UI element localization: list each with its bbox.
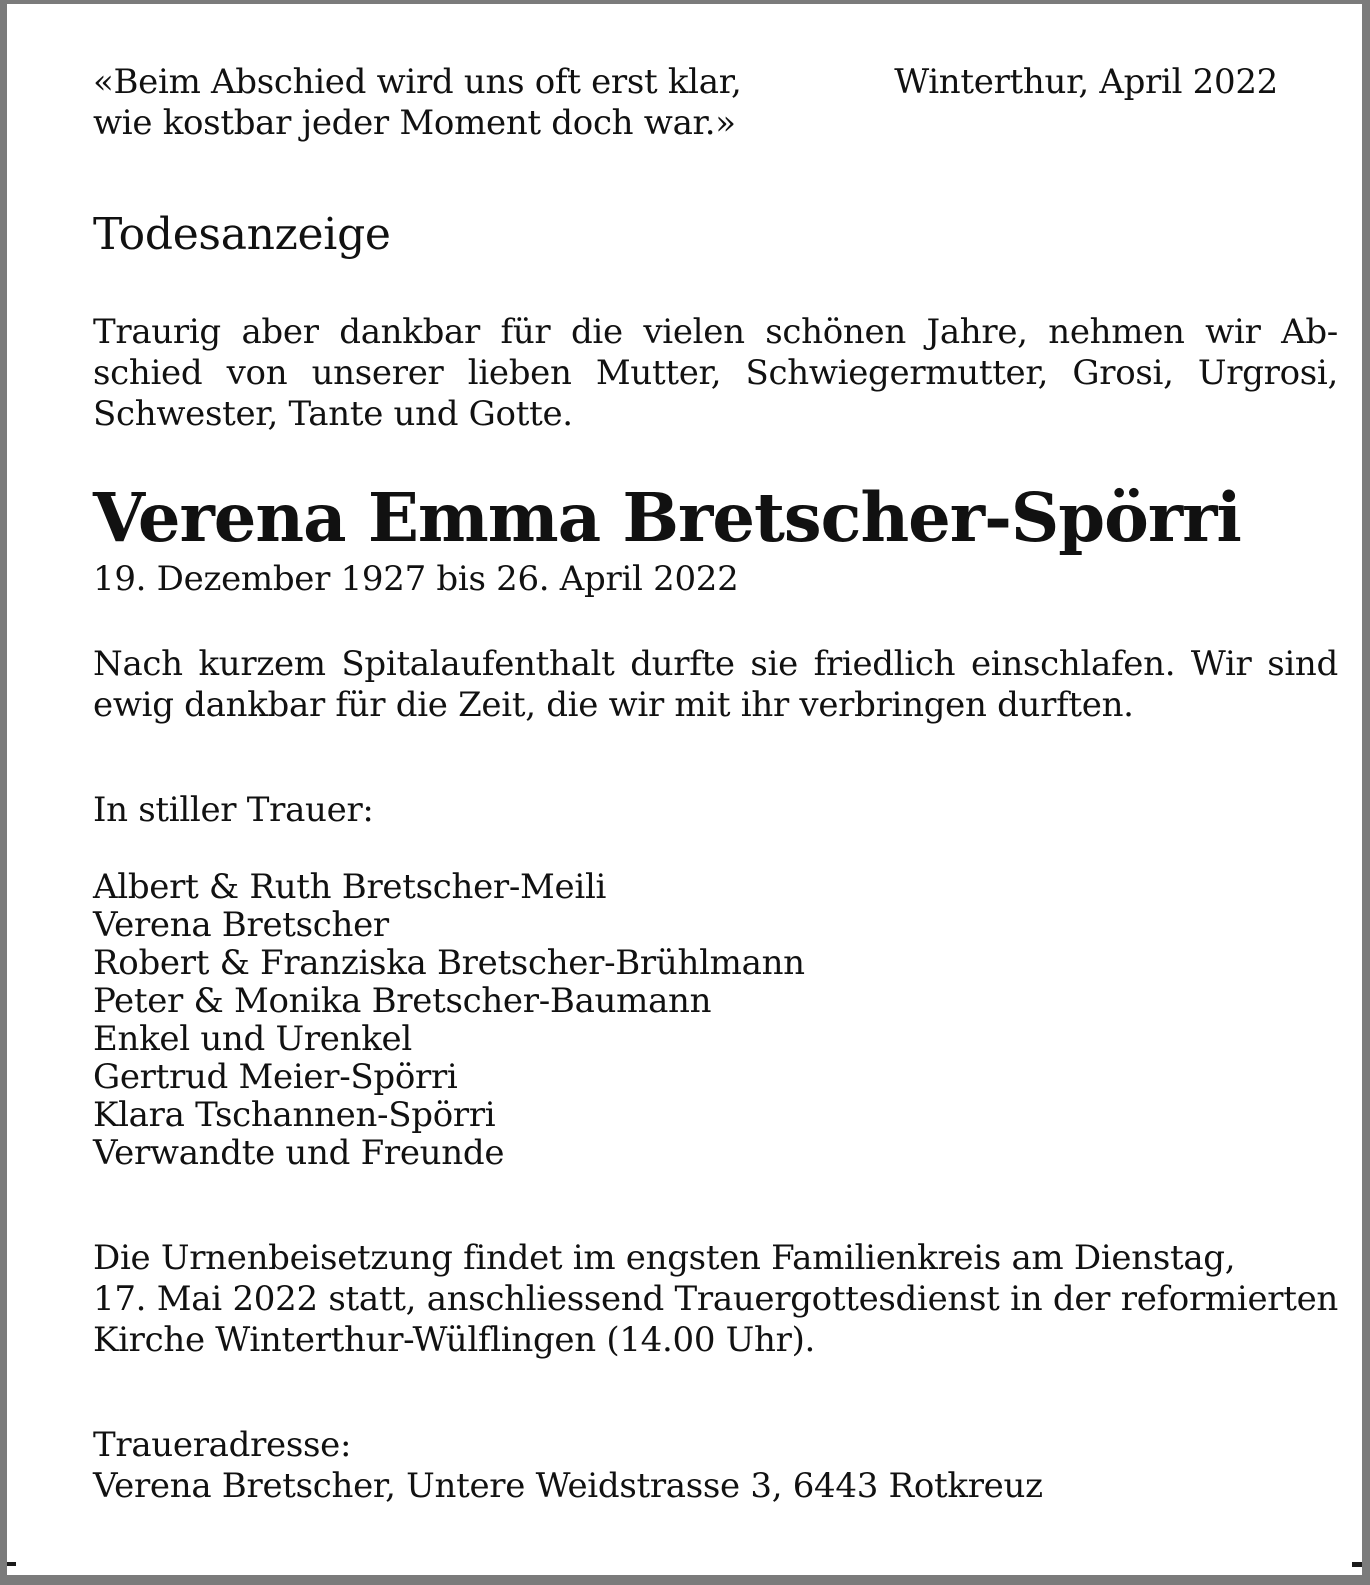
- scan-artifact-bottom-left: [7, 1562, 16, 1566]
- notice-title: Todesanzeige: [93, 209, 391, 260]
- masthead: [93, 62, 1338, 144]
- intro-paragraph: [93, 312, 1338, 435]
- intro-line-3: Schwester, Tante und Gotte.: [93, 394, 573, 434]
- passing-line-2: ewig dankbar für die Zeit, die wir mit ihr verbringen durften.: [93, 685, 1134, 725]
- passing-line-1: Nach kurzem Spitalaufenthalt durfte sie friedlich einschlafen. Wir sind: [93, 644, 1338, 684]
- scan-artifact-bottom-right: [1352, 1562, 1362, 1567]
- mourner-item: Klara Tschannen-Spörri: [93, 1095, 496, 1135]
- deceased-lifespan: 19. Dezember 1927 bis 26. April 2022: [93, 559, 739, 599]
- place-dateline: Winterthur, April 2022: [894, 62, 1278, 102]
- service-line-1: Die Urnenbeisetzung findet im engsten Familienkreis am Dienstag,: [93, 1238, 1236, 1278]
- mourner-item: Enkel und Urenkel: [93, 1019, 412, 1059]
- mourning-address: Verena Bretscher, Untere Weidstrasse 3, 6443 Rotkreuz: [93, 1466, 1043, 1506]
- mourner-item: Albert & Ruth Bretscher-Meili: [93, 867, 607, 907]
- passing-paragraph: [93, 644, 1338, 726]
- mourner-item: Gertrud Meier-Spörri: [93, 1057, 458, 1097]
- quote-line-1: «Beim Abschied wird uns oft erst klar,: [93, 62, 742, 102]
- service-line-3: Kirche Winterthur-Wülflingen (14.00 Uhr).: [93, 1320, 816, 1360]
- mourner-item: Robert & Franziska Bretscher-Brühlmann: [93, 943, 805, 983]
- mourner-item: Verena Bretscher: [93, 905, 389, 945]
- mourner-item: Verwandte und Freunde: [93, 1133, 505, 1173]
- intro-line-1: Traurig aber dankbar für die vielen schönen Jahre, nehmen wir Ab-: [93, 312, 1338, 352]
- mourning-address-label: Traueradresse:: [93, 1425, 352, 1465]
- mourning-label: In stiller Trauer:: [93, 790, 374, 830]
- deceased-name: Verena Emma Bretscher-Spörri: [93, 478, 1241, 557]
- quote-line-2: wie kostbar jeder Moment doch war.»: [93, 103, 736, 143]
- opening-quote: [93, 62, 741, 144]
- obituary-page: [7, 4, 1362, 1575]
- service-paragraph: [93, 1238, 1338, 1361]
- service-line-2: 17. Mai 2022 statt, anschliessend Trauergottesdienst in der reformierten: [93, 1279, 1338, 1319]
- obituary-content: [7, 4, 1362, 1507]
- mourner-item: Peter & Monika Bretscher-Baumann: [93, 981, 712, 1021]
- mourners-list: [93, 868, 1338, 1172]
- intro-line-2: schied von unserer lieben Mutter, Schwiegermutter, Grosi, Urgrosi,: [93, 353, 1338, 393]
